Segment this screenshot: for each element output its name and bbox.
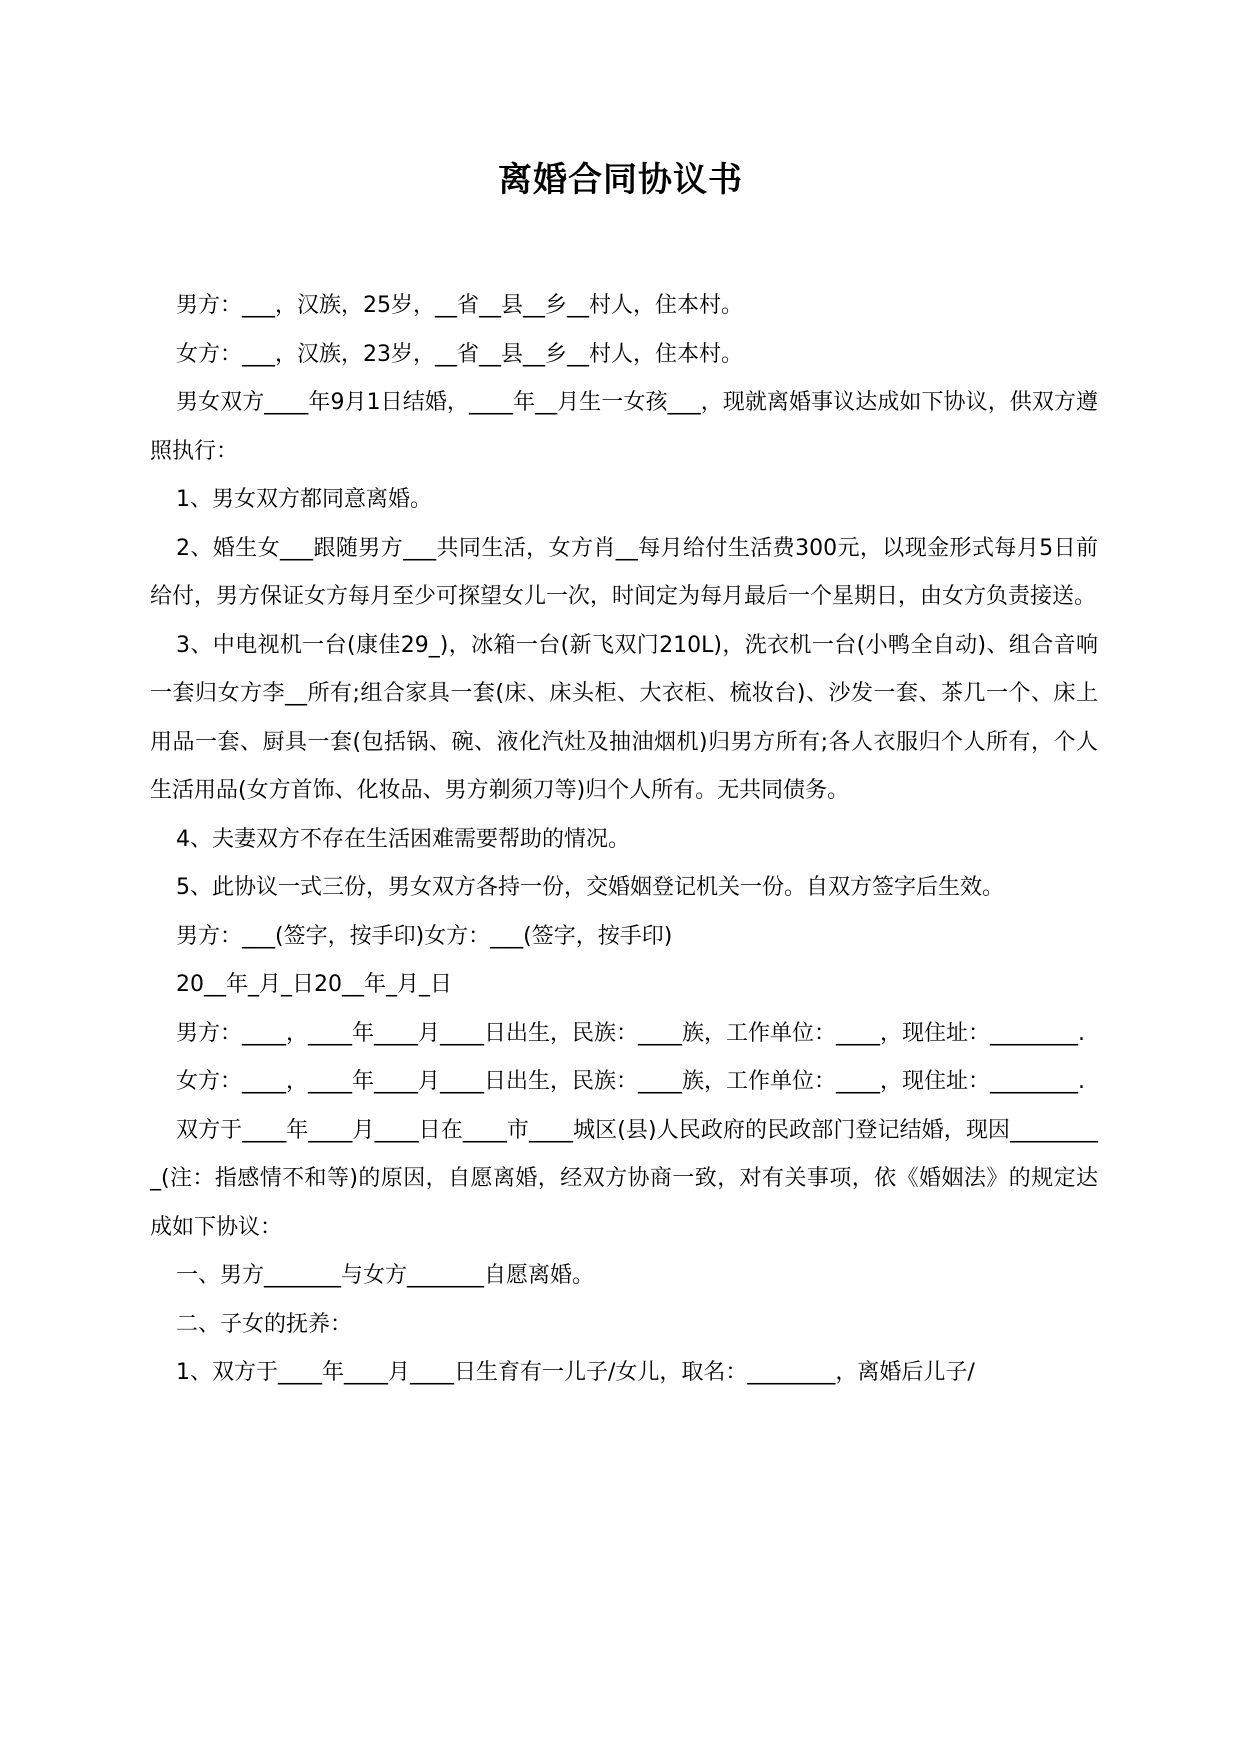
paragraph-wife-info: 女方：___，汉族，23岁，__省__县__乡__村人，住本村。 bbox=[176, 341, 743, 367]
paragraph-clause-2: 2、婚生女___跟随男方___共同生活，女方肖__每月给付生活费300元，以现金形式每月5日前给付，男方保证女方每月至少可探望女儿一次，时间定为每月最后一个星期日，由女方负责接送。 bbox=[150, 535, 1098, 609]
paragraph-clause-3: 3、中电视机一台(康佳29_)，冰箱一台(新飞双门210L)，洗衣机一台(小鸭全自动)、组合音响一套归女方李__所有;组合家具一套(床、床头柜、大衣柜、梳妆台)、沙发一套、茶几一个、床上用品一套、厨具一套(包括锅、碗、液化汽灶及抽油烟机)归男方所有;各人衣服归个人所有，个人生活用品(女方首饰、化妆品、男方剃须刀等)归个人所有。无共同债务。 bbox=[150, 632, 1098, 803]
document-title: 离婚合同协议书 bbox=[498, 160, 743, 200]
paragraph-clause-4: 4、夫妻双方不存在生活困难需要帮助的情况。 bbox=[176, 826, 630, 852]
paragraph-husband-info: 男方：___，汉族，25岁，__省__县__乡__村人，住本村。 bbox=[176, 293, 743, 318]
paragraph-signatures: 男方：___(签字，按手印)女方：___(签字，按手印) bbox=[176, 923, 673, 949]
paragraph-clause-1: 1、男女双方都同意离婚。 bbox=[176, 487, 432, 512]
paragraph-registration: 双方于____年____月____日在____市____城区(县)人民政府的民政部门登记结婚，现因_________(注：指感情不和等)的原因，自愿离婚，经双方协商一致，对有关事项，依《婚姻法》的规定达成如下协议： bbox=[150, 1117, 1098, 1240]
paragraph-marriage-intro: 男女双方____年9月1日结婚，____年__月生一女孩___，现就离婚事议达成如下协议，供双方遵照执行： bbox=[150, 390, 1098, 464]
paragraph-section-2-heading: 二、子女的抚养： bbox=[176, 1311, 353, 1337]
paragraph-husband-details: 男方：____，____年____月____日出生，民族：____族，工作单位：____，现住址：________. bbox=[176, 1020, 1085, 1046]
paragraph-child-info: 1、双方于____年____月____日生育有一儿子/女儿，取名：________，离婚后儿子/ bbox=[176, 1360, 975, 1385]
paragraph-sign-dates: 20__年_月_日20__年_月_日 bbox=[176, 972, 452, 997]
paragraph-clause-5: 5、此协议一式三份，男女双方各持一份，交婚姻登记机关一份。自双方签字后生效。 bbox=[176, 875, 1004, 900]
paragraph-section-1: 一、男方_______与女方_______自愿离婚。 bbox=[176, 1263, 595, 1288]
paragraph-wife-details: 女方：____，____年____月____日出生，民族：____族，工作单位：____，现住址：________. bbox=[176, 1069, 1085, 1094]
document-body bbox=[150, 282, 1098, 1398]
